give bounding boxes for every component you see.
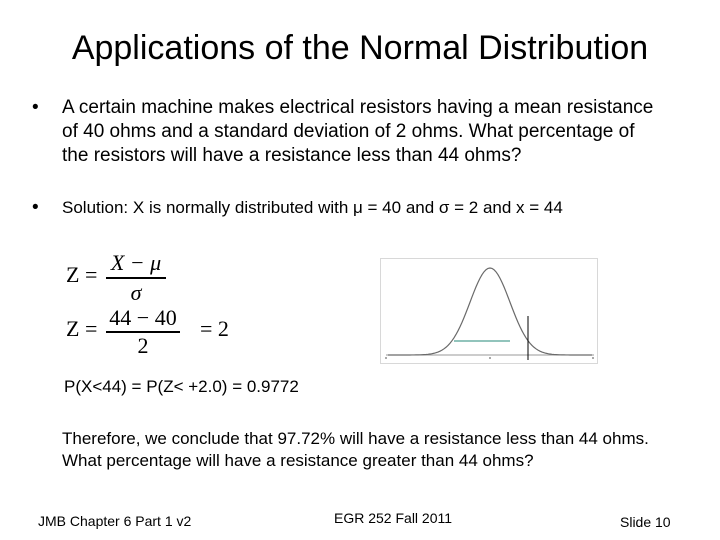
formula1-denominator: σ [130, 280, 142, 305]
solution-statement: Solution: X is normally distributed with μ = 40 and σ = 2 and x = 44 [62, 198, 563, 217]
bullet-marker: • [32, 97, 39, 118]
slide-title: Applications of the Normal Distribution [71, 29, 649, 67]
formula2-lhs: Z = [66, 316, 98, 341]
tick-mark [592, 357, 594, 359]
problem-statement: A certain machine makes electrical resistors having a mean resistance of 40 ohms and a standard deviation of 2 ohms. What percentage of the resistors will have a resistance less than 44 ohms? [62, 97, 654, 166]
tick-mark [385, 357, 387, 359]
formula2-result: = 2 [200, 316, 229, 341]
conclusion-text: Therefore, we conclude that 97.72% will have a resistance less than 44 ohms. What percentage will have a resistance greater than 44 ohms? [62, 429, 649, 470]
footer-course: EGR 252 Fall 2011 [334, 510, 453, 526]
formula1-numerator: X − μ [110, 250, 162, 275]
tick-mark [489, 357, 491, 359]
formula2-numerator: 44 − 40 [109, 305, 177, 330]
bullet-marker: • [32, 197, 39, 218]
probability-result: P(X<44) = P(Z< +2.0) = 0.9772 [64, 377, 299, 396]
footer-slide-number: Slide 10 [620, 514, 671, 530]
figure-frame [381, 259, 598, 364]
footer-chapter: JMB Chapter 6 Part 1 v2 [38, 513, 192, 529]
formula1-fraction-bar [106, 277, 166, 279]
formula2-denominator: 2 [137, 333, 149, 358]
normal-curve-figure [380, 258, 598, 364]
formula1-lhs: Z = [66, 262, 98, 287]
